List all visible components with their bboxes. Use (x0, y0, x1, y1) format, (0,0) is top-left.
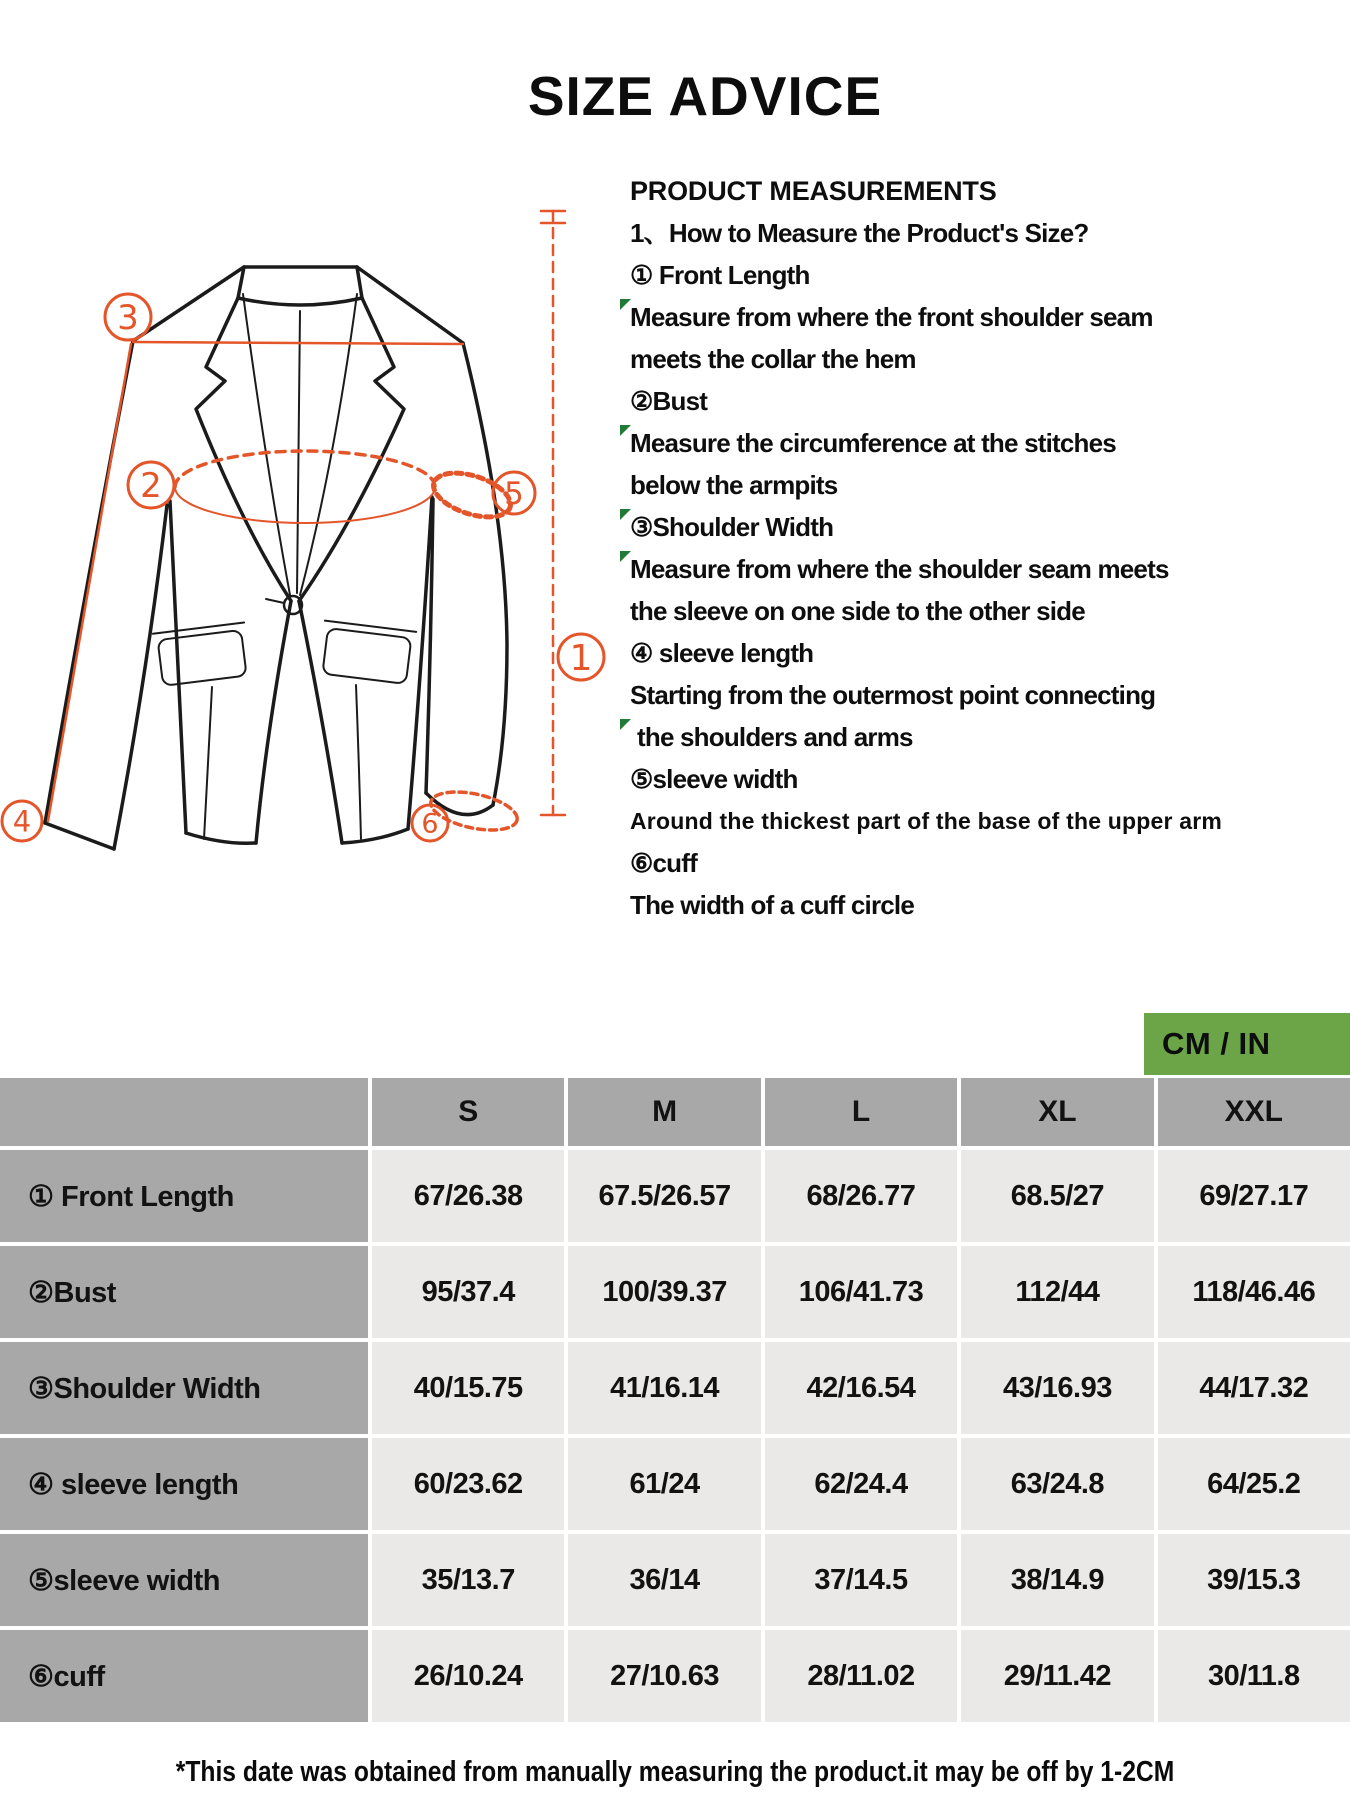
table-corner-cell (0, 1078, 368, 1146)
comment-marker-icon (620, 551, 631, 562)
table-value: 67/26.38 (372, 1150, 564, 1242)
guide-line: Measure the circumference at the stitches (630, 422, 1270, 464)
table-value: 64/25.2 (1158, 1438, 1350, 1530)
guide-heading: PRODUCT MEASUREMENTS (630, 176, 997, 206)
shoulder-width-line (133, 342, 463, 344)
table-value: 37/14.5 (765, 1534, 957, 1626)
guide-line: the shoulders and arms (630, 716, 1270, 758)
jacket-outline (45, 267, 507, 849)
guide-line-sleeve-width: ⑤sleeve width (630, 764, 798, 794)
row-label-shoulder-width: ③Shoulder Width (0, 1342, 368, 1434)
table-value: 95/37.4 (372, 1246, 564, 1338)
sleeve-length-line (48, 344, 131, 821)
guide-line: meets the collar the hem (630, 344, 916, 374)
marker-digit-1: 1 (569, 637, 593, 679)
table-value: 112/44 (961, 1246, 1153, 1338)
table-value: 68/26.77 (765, 1150, 957, 1242)
left-pocket (153, 622, 251, 686)
table-value: 44/17.32 (1158, 1342, 1350, 1434)
table-value: 61/24 (568, 1438, 760, 1530)
comment-marker-icon (620, 299, 631, 310)
row-label-sleeve-width: ⑤sleeve width (0, 1534, 368, 1626)
table-value: 35/13.7 (372, 1534, 564, 1626)
marker-digit-3: 3 (117, 298, 139, 339)
measurement-guide (630, 170, 1270, 926)
guide-line-cuff: ⑥cuff (630, 848, 697, 878)
guide-line: Measure from where the shoulder seam meets (630, 548, 1270, 590)
comment-marker-icon (620, 425, 631, 436)
table-value: 30/11.8 (1158, 1630, 1350, 1722)
table-value: 62/24.4 (765, 1438, 957, 1530)
guide-line: Measure from where the front shoulder seam (630, 296, 1270, 338)
table-value: 43/16.93 (961, 1342, 1153, 1434)
guide-line: the sleeve on one side to the other side (630, 596, 1085, 626)
marker-digit-6: 6 (421, 808, 439, 840)
table-value: 63/24.8 (961, 1438, 1153, 1530)
table-value: 68.5/27 (961, 1150, 1153, 1242)
row-label-cuff: ⑥cuff (0, 1630, 368, 1722)
page-title: SIZE ADVICE (527, 65, 883, 127)
blazer-measurement-diagram (0, 195, 615, 870)
column-header-m: M (568, 1078, 760, 1146)
marker-digit-2: 2 (140, 466, 162, 507)
comment-marker-icon (620, 719, 631, 730)
table-value: 42/16.54 (765, 1342, 957, 1434)
table-value: 27/10.63 (568, 1630, 760, 1722)
table-value: 106/41.73 (765, 1246, 957, 1338)
table-value: 118/46.46 (1158, 1246, 1350, 1338)
table-value: 60/23.62 (372, 1438, 564, 1530)
marker-digit-4: 4 (12, 804, 32, 839)
comment-marker-icon (620, 509, 631, 520)
guide-line-shoulder-width: ③Shoulder Width (630, 506, 1270, 548)
row-label-bust: ②Bust (0, 1246, 368, 1338)
table-value: 29/11.42 (961, 1630, 1153, 1722)
column-header-s: S (372, 1078, 564, 1146)
table-value: 28/11.02 (765, 1630, 957, 1722)
row-label-front-length: ① Front Length (0, 1150, 368, 1242)
row-label-sleeve-length: ④ sleeve length (0, 1438, 368, 1530)
guide-line-bust: ②Bust (630, 386, 708, 416)
right-pocket (318, 621, 416, 685)
table-value: 69/27.17 (1158, 1150, 1350, 1242)
table-value: 36/14 (568, 1534, 760, 1626)
size-table (0, 1078, 1350, 1722)
guide-line: Around the thickest part of the base of the upper arm (630, 808, 1223, 834)
bust-ellipse-solid (175, 487, 435, 523)
footnote: *This date was obtained from manually measuring the product.it may be off by 1-2CM (175, 1756, 1175, 1788)
table-value: 26/10.24 (372, 1630, 564, 1722)
guide-line-how-to: 1、How to Measure the Product's Size? (630, 218, 1089, 248)
column-header-l: L (765, 1078, 957, 1146)
guide-line: Starting from the outermost point connecting (630, 680, 1156, 710)
table-value: 39/15.3 (1158, 1534, 1350, 1626)
table-value: 38/14.9 (961, 1534, 1153, 1626)
guide-line-sleeve-length: ④ sleeve length (630, 638, 814, 668)
column-header-xxl: XXL (1158, 1078, 1350, 1146)
jacket-details (153, 294, 416, 839)
marker-digit-5: 5 (504, 476, 524, 513)
table-value: 100/39.37 (568, 1246, 760, 1338)
table-value: 40/15.75 (372, 1342, 564, 1434)
blazer-diagram-svg (0, 195, 615, 870)
table-value: 67.5/26.57 (568, 1150, 760, 1242)
marker-digits (13, 298, 593, 839)
guide-line-front-length: ① Front Length (630, 260, 810, 290)
guide-line: The width of a cuff circle (630, 890, 915, 920)
table-value: 41/16.14 (568, 1342, 760, 1434)
column-header-xl: XL (961, 1078, 1153, 1146)
guide-line: below the armpits (630, 470, 838, 500)
unit-badge: CM / IN (1144, 1013, 1350, 1075)
